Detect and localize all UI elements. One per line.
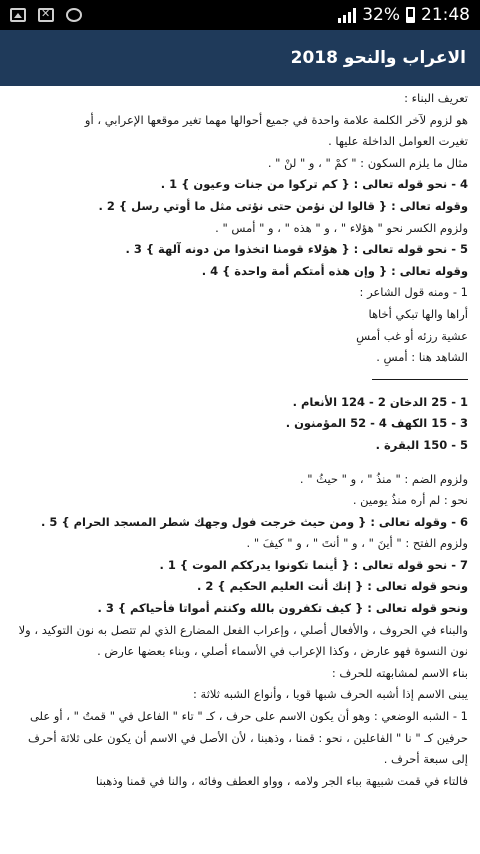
page-title: الاعراب والنحو 2018 xyxy=(290,48,466,68)
battery-icon xyxy=(406,7,415,23)
quran-example-7: ونحو قوله تعالى : { إنك أنت العليم الحكيم } 2 . xyxy=(197,579,468,594)
definition-line-1: هو لزوم لآخر الكلمة علامة واحدة في جميع أحوالها مهما تغير موقعها الإعرابي ، أو xyxy=(84,112,468,127)
quran-example-2: وقوله تعالى : { قالوا لن نؤمن حتى نؤتى مثل ما أوتي رسل } 2 . xyxy=(98,198,468,213)
footnote-ref-1: 1 - 25 الدخان 2 - 124 الأنعام . xyxy=(292,394,468,409)
status-bar xyxy=(0,0,480,30)
paragraph-resemblance: 1 - الشبه الوضعي : وهو أن يكون الاسم على حرف ، كـ " تاء " الفاعل في " قمتُ " ، أو على حرفين كـ " نا " الفاعلين ، نحو : قمنا ، وذهبنا ، لأن الأصل في الاسم أن يكون على ثلاثة أحرف إلى سبعة أحرف . xyxy=(27,709,468,767)
example-damm: ولزوم الضم : " منذُ " ، و " حيثُ " . xyxy=(299,471,468,486)
clock: 21:48 xyxy=(421,5,470,25)
example-sukun: مثال ما يلزم السكون : " كمْ " ، و " لنْ " . xyxy=(267,155,468,170)
quran-example-8: ونحو قوله تعالى : { كيف تكفرون بالله وكنتم أمواتا فأحياكم } 3 . xyxy=(97,601,468,616)
quran-example-1: 4 - نحو قوله تعالى : { كم تركوا من جنات وعيون } 1 . xyxy=(160,177,468,192)
battery-percent: 32% xyxy=(362,5,400,25)
definition-line-2: تغيرت العوامل الداخلة عليها . xyxy=(328,134,468,149)
gallery-icon xyxy=(10,8,26,22)
quran-example-3: 5 - نحو قوله تعالى : { هؤلاء قومنا اتخذوا من دونه آلهة } 3 . xyxy=(125,242,468,257)
quran-example-5: 6 - وقوله تعالى : { ومن حيث خرجت فول وجهك شطر المسجد الحرام } 5 . xyxy=(41,514,468,529)
article-body[interactable] xyxy=(0,86,480,854)
status-right xyxy=(338,5,470,25)
app-bar xyxy=(0,30,480,86)
close-app-icon xyxy=(38,8,54,22)
noun-resemblance-intro: يبنى الاسم إذا أشبه الحرف شبها قويا ، وأنواع الشبه ثلاثة : xyxy=(193,687,468,702)
footnote-divider xyxy=(372,379,468,380)
notification-icons xyxy=(10,8,82,22)
verse-line-1: أراها والها تبكي أخاها xyxy=(368,306,468,321)
signal-icon xyxy=(338,7,356,23)
quran-example-4: وقوله تعالى : { وإن هذه أمتكم أمة واحدة } 4 . xyxy=(201,263,468,278)
heading-binaa: تعريف البناء : xyxy=(404,91,468,105)
last-line: فالتاء في قمت شبيهة بباء الجر ولامه ، وواو العطف وفائه ، والنا في قمنا وذهبنا xyxy=(95,773,468,788)
paragraph-origin: والبناء في الحروف ، والأفعال أصلي ، وإعراب الفعل المضارع الذي لم تتصل به نون التوكيد ، ولا نون النسوة فهو عارض ، وكذا الإعراب في الأسماء أصلي ، وبناء بعضها عارض . xyxy=(18,622,468,659)
footnote-ref-2: 3 - 15 الكهف 4 - 52 المؤمنون . xyxy=(285,416,468,431)
heading-noun-building: بناء الاسم لمشابهته للحرف : xyxy=(331,665,468,680)
verse-line-2: عشية رزئه أو غب أمسِ xyxy=(356,328,468,343)
footnote-ref-3: 5 - 150 البقرة . xyxy=(375,437,468,452)
witness-line: الشاهد هنا : أمسِ . xyxy=(376,350,468,365)
example-kasr: ولزوم الكسر نحو " هؤلاء " ، و " هذه " ، و " أمس " . xyxy=(215,220,468,235)
spacer xyxy=(12,457,468,469)
poet-intro: 1 - ومنه قول الشاعر : xyxy=(359,285,468,300)
gamepad-icon xyxy=(66,8,82,22)
quran-example-6: 7 - نحو قوله تعالى : { أينما تكونوا يدرككم الموت } 1 . xyxy=(159,557,468,572)
example-damm-usage: نحو : لم أره منذُ يومين . xyxy=(352,493,468,508)
example-fath: ولزوم الفتح : " أينَ " ، و " أنتَ " ، و " كيفَ " . xyxy=(246,536,468,551)
